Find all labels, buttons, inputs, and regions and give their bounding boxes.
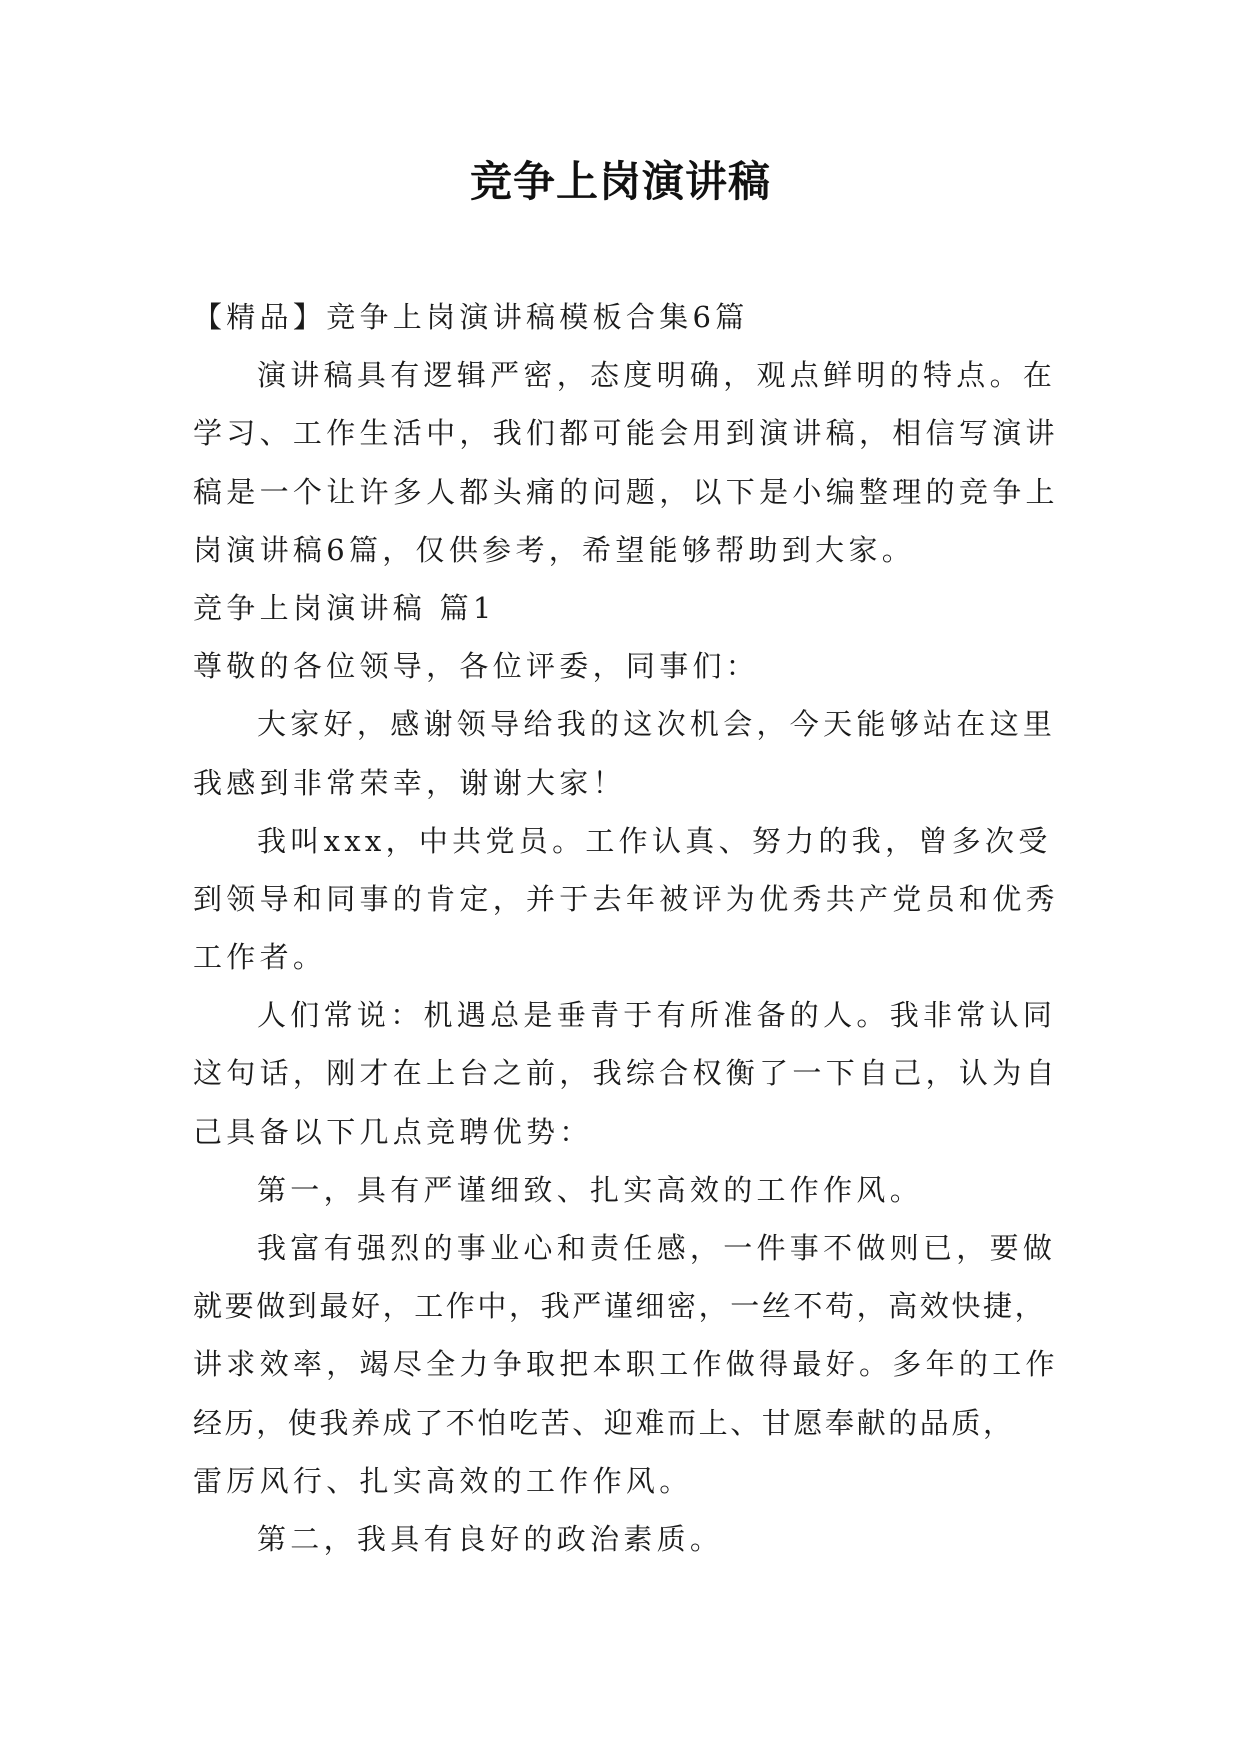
- text-line: 稿是一个让许多人都头痛的问题，以下是小编整理的竞争上: [193, 474, 1059, 509]
- text-line: 经历，使我养成了不怕吃苦、迎难而上、甘愿奉献的品质，: [193, 1405, 1015, 1440]
- document-title: 竞争上岗演讲稿: [469, 157, 771, 206]
- document-body: [193, 288, 1059, 1568]
- text-line: 竞争上岗演讲稿 篇1: [193, 590, 496, 625]
- text-line: 大家好，感谢领导给我的这次机会，今天能够站在这里: [257, 707, 1057, 742]
- text-line: 到领导和同事的肯定，并于去年被评为优秀共产党员和优秀: [193, 881, 1059, 916]
- text-line: 工作者。: [193, 940, 327, 975]
- text-line: 这句话，刚才在上台之前，我综合权衡了一下自己，认为自: [193, 1056, 1059, 1091]
- text-line: 第一，具有严谨细致、扎实高效的工作作风。: [257, 1172, 924, 1207]
- text-line: 岗演讲稿6篇，仅供参考，希望能够帮助到大家。: [193, 532, 916, 567]
- text-line: 己具备以下几点竞聘优势：: [193, 1114, 593, 1149]
- text-line: 学习、工作生活中，我们都可能会用到演讲稿，相信写演讲: [193, 416, 1059, 451]
- text-line: 我感到非常荣幸，谢谢大家！: [193, 765, 626, 800]
- text-line: 雷厉风行、扎实高效的工作作风。: [193, 1463, 693, 1498]
- text-line: 演讲稿具有逻辑严密，态度明确，观点鲜明的特点。在: [257, 358, 1057, 393]
- text-line: 第二，我具有良好的政治素质。: [257, 1521, 724, 1556]
- text-line: 讲求效率，竭尽全力争取把本职工作做得最好。多年的工作: [193, 1347, 1059, 1382]
- text-line: 就要做到最好，工作中，我严谨细密，一丝不苟，高效快捷，: [193, 1289, 1047, 1324]
- text-line: 尊敬的各位领导，各位评委，同事们：: [193, 649, 760, 684]
- text-line: 人们常说：机遇总是垂青于有所准备的人。我非常认同: [257, 998, 1057, 1033]
- text-line: 我叫xxx，中共党员。工作认真、努力的我，曾多次受: [257, 823, 1052, 858]
- text-line: 我富有强烈的事业心和责任感，一件事不做则已，要做: [257, 1231, 1057, 1265]
- text-line: 【精品】竞争上岗演讲稿模板合集6篇: [193, 300, 749, 334]
